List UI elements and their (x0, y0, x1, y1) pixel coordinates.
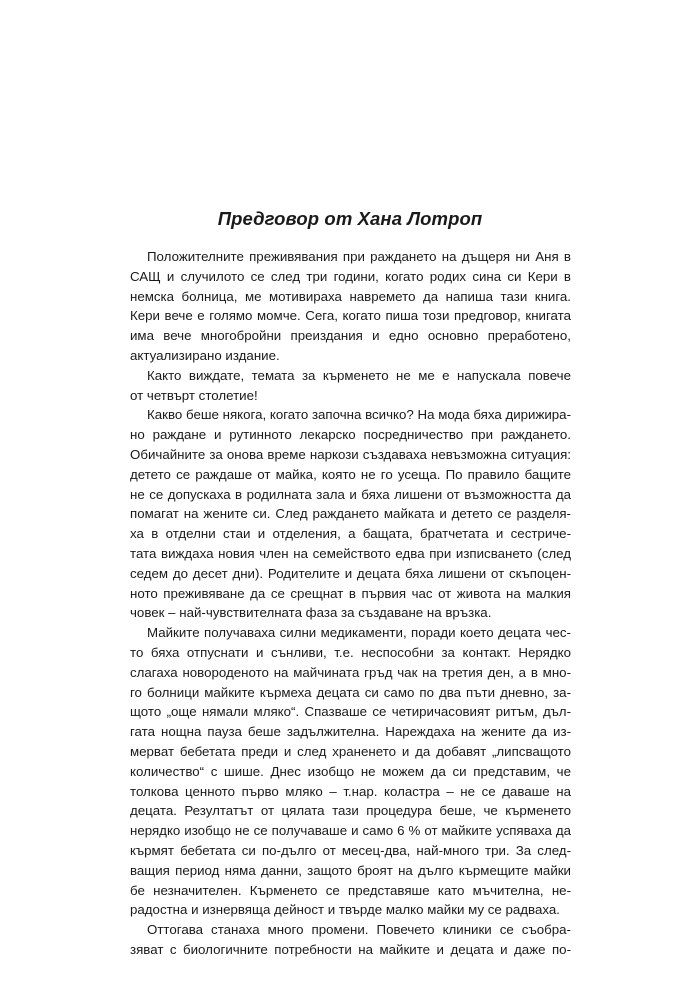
text-line: ващия период няма данни, защото броят на дълго кърмещите майки (130, 862, 571, 878)
text-line: радостна и изнервяща дейност и твърде малко майки му се радваха. (130, 902, 560, 918)
body-text (130, 247, 571, 960)
text-line: зяват с биологичните потребности на майките и децата и даже по- (130, 941, 571, 957)
text-line: човек – най-чувствителната фаза за създаване на връзка. (130, 605, 492, 621)
text-line: слагаха новороденото на майчината гръд чак на третия ден, а в мно- (130, 664, 571, 680)
text-line: има вече многобройни преиздания и едно основно преработено, (130, 328, 571, 344)
text-line: тата виждаха новия член на семейството едва при изписването (след (130, 545, 571, 561)
text-line: ното преживяване да се срещнат в първия час от живота на малкия (130, 585, 571, 601)
text-line: гата нощна пауза беше задължителна. Нареждаха на жените да из- (130, 724, 571, 740)
text-line: Какво беше някога, когато започна всичко? На мода бяха дирижира- (147, 407, 571, 423)
text-line: Обичайните за онова време наркози създаваха невъзможна ситуация: (130, 446, 571, 462)
page-title: Предговор от Хана Лотроп (217, 208, 483, 229)
text-line: Майките получаваха силни медикаменти, поради което децата чес- (147, 625, 571, 641)
text-line: количество“ с шише. Днес изобщо не можем да си представим, че (130, 763, 571, 779)
paragraph (130, 366, 571, 406)
text-line: немска болница, ме мотивираха навремето да напиша тази книга. (130, 288, 571, 304)
text-line: не се допускаха в родилната зала и бяха лишени от възможността да (130, 486, 571, 502)
text-line: ха в отделни стаи и отделения, а бащата, братчетата и сестриче- (130, 526, 571, 542)
paragraph (130, 920, 571, 960)
text-line: го болници майките кърмеха децата си само по два пъти дневно, за- (130, 684, 571, 700)
text-line: кърмят бебетата си по-дълго от месец-два, най-много три. За след- (130, 842, 571, 858)
text-line: толкова ценното първо мляко – т.нар. коластра – не се даваше на (130, 783, 571, 799)
text-line: детето се раждаше от майка, която не го усеща. По правило бащите (130, 466, 571, 482)
text-line: нерядко изобщо не се получаваше и само 6 % от майките успяваха да (130, 823, 571, 839)
text-line: Оттогава станаха много промени. Повечето клиники се съобра- (147, 922, 571, 938)
paragraph (130, 247, 571, 366)
text-line: актуализирано издание. (130, 347, 280, 363)
text-line: САЩ и случилото се след три години, когато родих сина си Кери в (130, 268, 571, 284)
text-line: Както виждате, темата за кърменето не ме е напускала повече (147, 367, 571, 383)
text-line: от четвърт столетие! (130, 387, 258, 403)
text-line: Положителните преживявания при раждането на дъщеря ни Аня в (147, 249, 571, 264)
text-line: седем до десет дни). Родителите и децата бяха лишени от скъпоцен- (130, 565, 571, 581)
paragraph (130, 405, 571, 623)
text-line: помагат на жените си. След раждането майката и детето се разделя- (130, 506, 571, 522)
text-line: бе незначителен. Кърменето се представяше като мъчителна, не- (130, 882, 571, 898)
text-line: то бяха отпуснати и сънливи, т.е. неспособни за контакт. Нерядко (130, 644, 571, 660)
text-line: Кери вече е голямо момче. Сега, когато пиша този предговор, книгата (130, 308, 571, 324)
text-line: мерват бебетата преди и след храненето и да добавят „липсващото (130, 743, 571, 759)
text-line: децата. Резултатът от цялата тази процедура беше, че кърменето (130, 803, 571, 819)
text-line: но раждане и рутинното лекарско посредничество при раждането. (130, 427, 571, 443)
text-line: щото „още нямали мляко“. Спазваше се четиричасовият ритъм, дъл- (130, 704, 571, 720)
paragraph (130, 623, 571, 920)
